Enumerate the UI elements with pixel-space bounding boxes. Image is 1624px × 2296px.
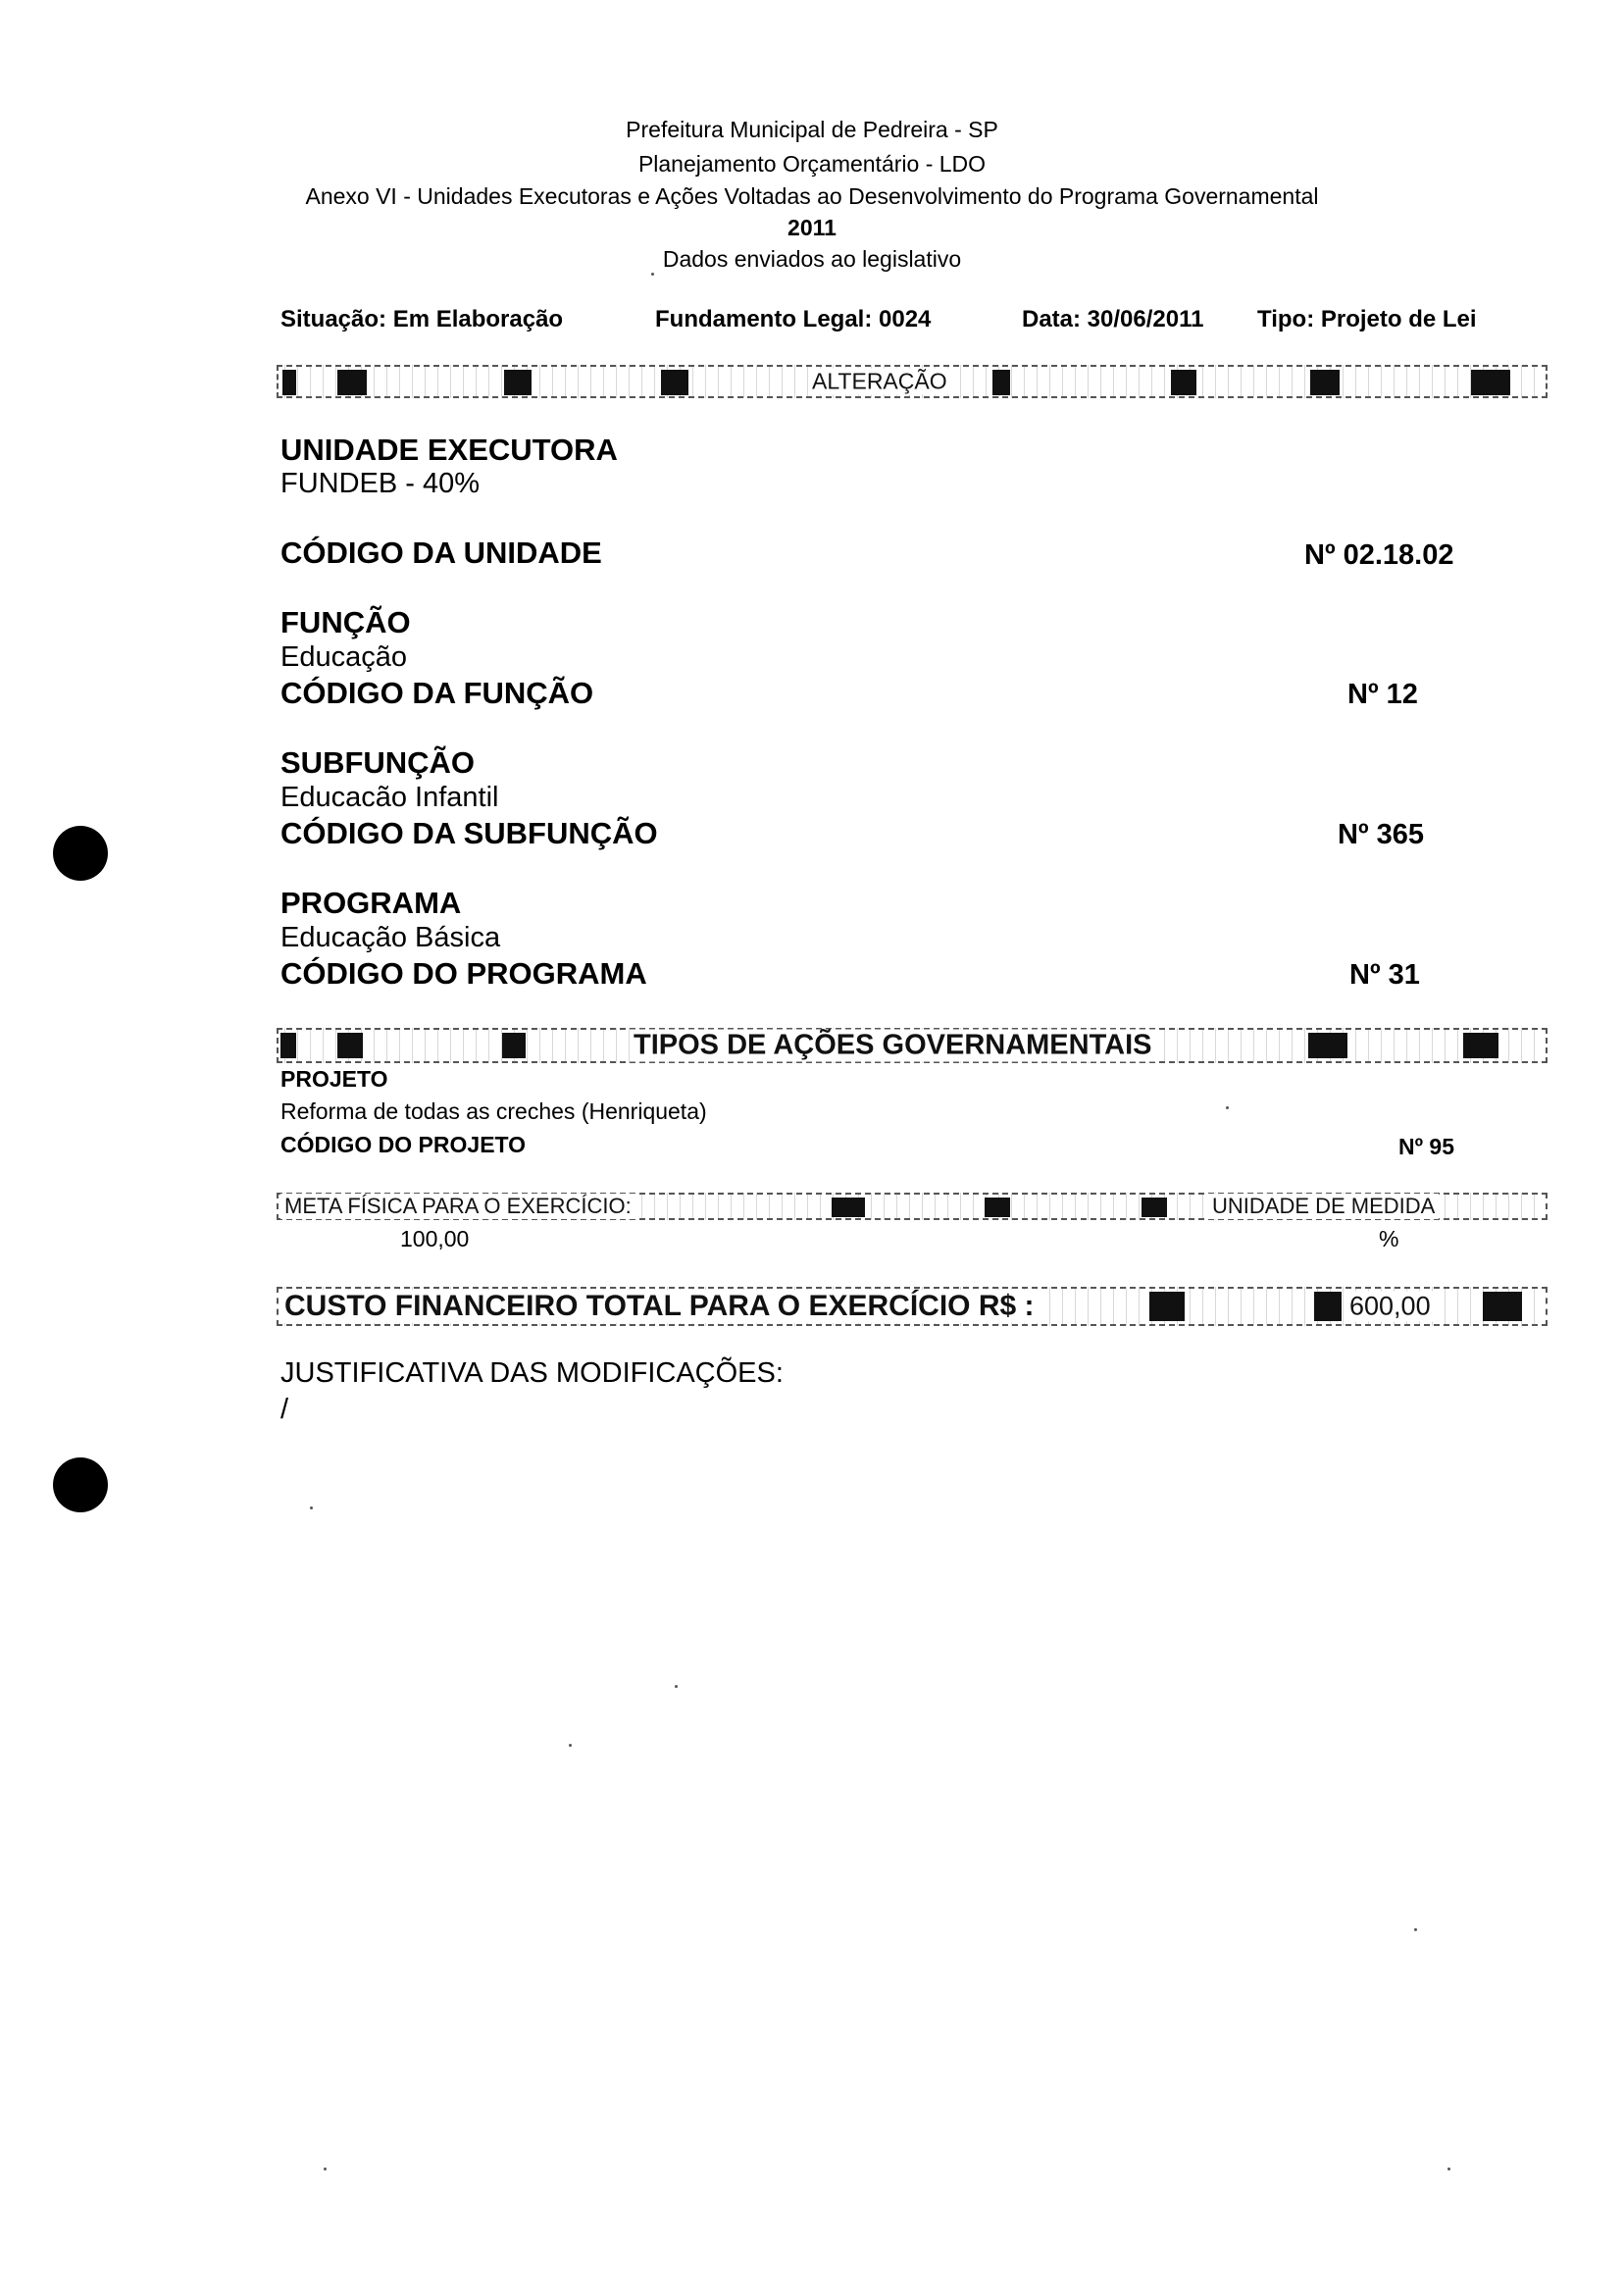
scan-speck xyxy=(651,273,654,276)
punch-hole-top xyxy=(53,826,108,881)
tipos-acoes-banner xyxy=(277,1028,1548,1063)
codigo-subfuncao-label: CÓDIGO DA SUBFUNÇÃO xyxy=(280,816,658,850)
header-year: 2011 xyxy=(787,215,837,240)
unidade-medida-label: UNIDADE DE MEDIDA xyxy=(1208,1194,1439,1219)
projeto-value: Reforma de todas as creches (Henriqueta) xyxy=(280,1098,707,1124)
justificativa-label: JUSTIFICATIVA DAS MODIFICAÇÕES: xyxy=(280,1357,784,1389)
subfuncao-title: SUBFUNÇÃO xyxy=(280,745,476,780)
tipo-label: Tipo: Projeto de Lei xyxy=(1257,306,1477,332)
data-label: Data: 30/06/2011 xyxy=(1022,306,1204,332)
punch-hole-bottom xyxy=(53,1457,108,1512)
codigo-unidade-value: Nº 02.18.02 xyxy=(1304,539,1454,571)
tipos-acoes-label: TIPOS DE AÇÕES GOVERNAMENTAIS xyxy=(630,1030,1156,1062)
justificativa-value: / xyxy=(280,1394,289,1425)
custo-financeiro-value: 600,00 xyxy=(1345,1292,1435,1322)
scan-speck xyxy=(675,1685,678,1688)
unidade-medida-value: % xyxy=(1379,1226,1399,1251)
custo-financeiro-label: CUSTO FINANCEIRO TOTAL PARA O EXERCÍCIO R$ : xyxy=(280,1290,1039,1323)
codigo-unidade-label: CÓDIGO DA UNIDADE xyxy=(280,536,602,570)
custo-financeiro-banner xyxy=(277,1287,1548,1326)
codigo-programa-label: CÓDIGO DO PROGRAMA xyxy=(280,956,647,991)
scan-speck xyxy=(324,2168,327,2170)
projeto-title: PROJETO xyxy=(280,1066,388,1092)
meta-fisica-value: 100,00 xyxy=(400,1226,470,1251)
funcao-value: Educação xyxy=(280,641,407,673)
alteracao-label: ALTERAÇÃO xyxy=(808,369,951,395)
meta-fisica-label: META FÍSICA PARA O EXERCÍCIO: xyxy=(280,1194,635,1219)
header-line-2: Planejamento Orçamentário - LDO xyxy=(637,151,987,177)
programa-title: PROGRAMA xyxy=(280,886,462,920)
scan-speck xyxy=(1414,1928,1417,1931)
codigo-projeto-label: CÓDIGO DO PROJETO xyxy=(280,1132,527,1157)
unidade-executora-value: FUNDEB - 40% xyxy=(280,468,481,499)
header-line-5: Dados enviados ao legislativo xyxy=(662,246,962,272)
scan-speck xyxy=(1447,2168,1450,2170)
codigo-subfuncao-value: Nº 365 xyxy=(1338,819,1424,850)
codigo-programa-value: Nº 31 xyxy=(1349,959,1420,991)
header-line-3: Anexo VI - Unidades Executoras e Ações Voltadas ao Desenvolvimento do Programa Governamental xyxy=(305,183,1319,209)
meta-fisica-banner xyxy=(277,1193,1548,1220)
programa-value: Educação Básica xyxy=(280,922,501,953)
codigo-projeto-value: Nº 95 xyxy=(1398,1134,1454,1159)
scan-speck xyxy=(1226,1106,1229,1109)
scan-speck xyxy=(569,1744,572,1747)
situacao-label: Situação: Em Elaboração xyxy=(280,306,564,332)
codigo-funcao-value: Nº 12 xyxy=(1347,679,1418,710)
unidade-executora-title: UNIDADE EXECUTORA xyxy=(280,433,618,467)
fundamento-label: Fundamento Legal: 0024 xyxy=(655,306,932,332)
scan-speck xyxy=(310,1506,313,1509)
alteracao-banner xyxy=(277,365,1548,398)
header-line-1: Prefeitura Municipal de Pedreira - SP xyxy=(626,117,998,142)
funcao-title: FUNÇÃO xyxy=(280,605,411,639)
codigo-funcao-label: CÓDIGO DA FUNÇÃO xyxy=(280,676,594,710)
subfuncao-value: Educacão Infantil xyxy=(280,782,499,813)
